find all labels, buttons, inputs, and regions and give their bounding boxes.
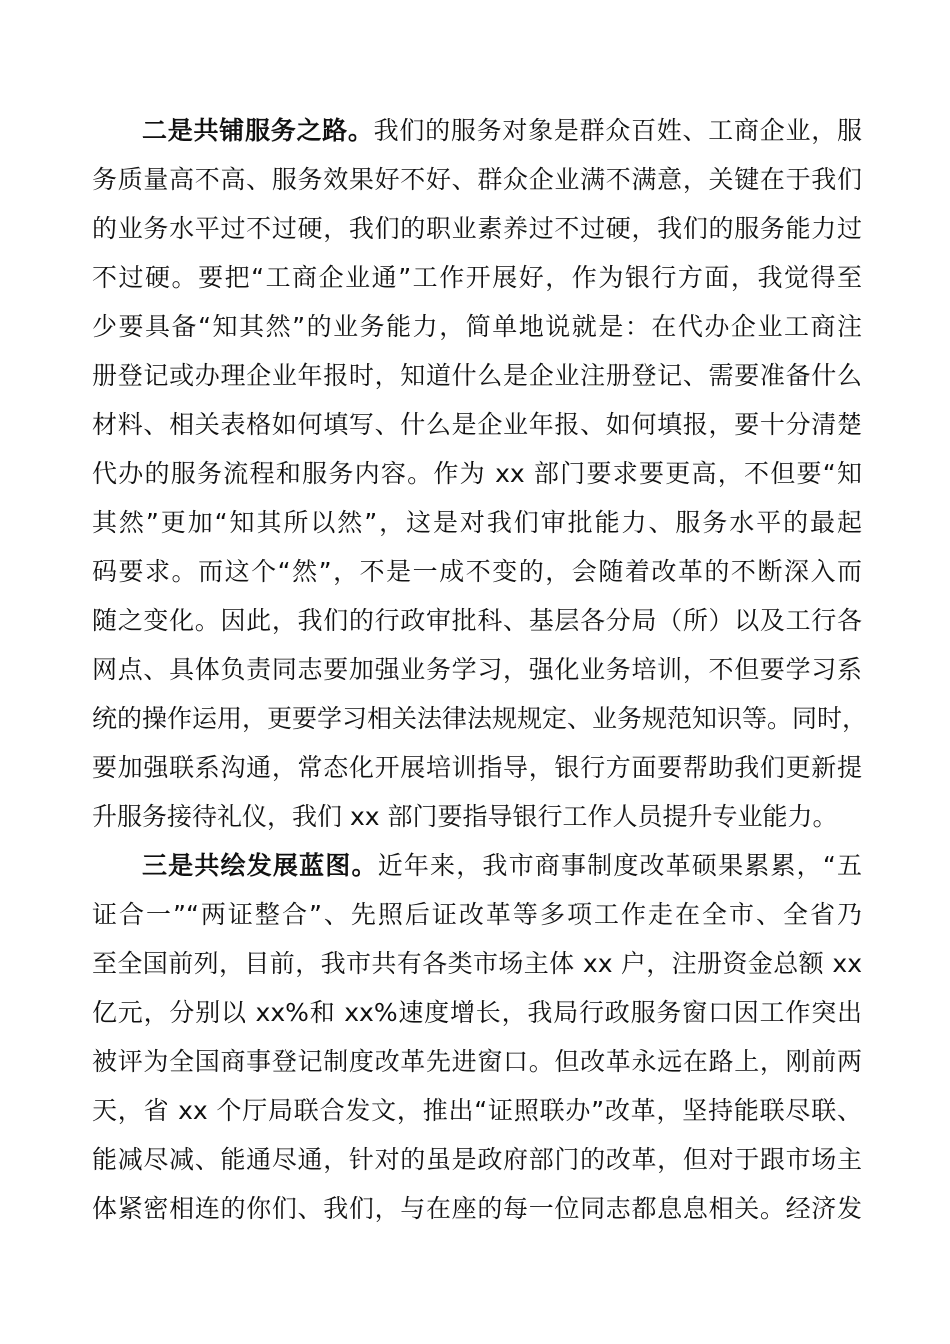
paragraph-2-line-1 <box>92 841 862 890</box>
paragraph-1-line: 统的操作运用，更要学习相关法律法规规定、业务规范知识等。同时， <box>92 704 868 733</box>
paragraph-1-line: 册登记或办理企业年报时，知道什么是企业注册登记、需要准备什么 <box>92 361 862 390</box>
paragraph-1-line: 网点、具体负责同志要加强业务学习，强化业务培训，不但要学习系 <box>92 655 862 684</box>
paragraph-1-line: 码要求。而这个“然”，不是一成不变的，会随着改革的不断深入而 <box>92 557 862 586</box>
paragraph-1-line-1 <box>92 106 862 155</box>
paragraph-1-line: 少要具备“知其然”的业务能力，简单地说就是：在代办企业工商注 <box>92 312 862 341</box>
paragraph-1-text: 我们的服务对象是群众百姓、工商企业，服 <box>373 116 862 145</box>
paragraph-1-line: 的业务水平过不过硬，我们的职业素养过不过硬，我们的服务能力过 <box>92 214 862 243</box>
paragraph-1-line: 其然”更加“知其所以然”，这是对我们审批能力、服务水平的最起 <box>92 508 862 537</box>
body-text <box>92 106 868 1233</box>
paragraph-1-line: 不过硬。要把“工商企业通”工作开展好，作为银行方面，我觉得至 <box>92 263 862 292</box>
paragraph-1-line: 升服务接待礼仪，我们 xx 部门要指导银行工作人员提升专业能力。 <box>92 802 838 831</box>
paragraph-2-line: 证合一”“两证整合”、先照后证改革等多项工作走在全市、全省乃 <box>92 900 862 929</box>
paragraph-2-line: 体紧密相连的你们、我们，与在座的每一位同志都息息相关。经济发 <box>92 1194 862 1223</box>
paragraph-2-line: 亿元，分别以 xx%和 xx%速度增长，我局行政服务窗口因工作突出 <box>92 998 862 1027</box>
paragraph-1-line: 务质量高不高、服务效果好不好、群众企业满不满意，关键在于我们 <box>92 165 862 194</box>
paragraph-2-line: 至全国前列，目前，我市共有各类市场主体 xx 户，注册资金总额 xx <box>92 949 862 978</box>
paragraph-1-line: 代办的服务流程和服务内容。作为 xx 部门要求要更高，不但要“知 <box>92 459 862 488</box>
paragraph-2-line: 被评为全国商事登记制度改革先进窗口。但改革永远在路上，刚前两 <box>92 1047 862 1076</box>
paragraph-1-heading: 二是共铺服务之路。 <box>142 116 374 145</box>
paragraph-2-heading: 三是共绘发展蓝图。 <box>142 851 378 880</box>
paragraph-2-line: 能减尽减、能通尽通，针对的虽是政府部门的改革，但对于跟市场主 <box>92 1145 862 1174</box>
paragraph-2-line: 天，省 xx 个厅局联合发文，推出“证照联办”改革，坚持能联尽联、 <box>92 1096 862 1125</box>
paragraph-1-line: 要加强联系沟通，常态化开展培训指导，银行方面要帮助我们更新提 <box>92 753 862 782</box>
paragraph-1-line: 材料、相关表格如何填写、什么是企业年报、如何填报，要十分清楚 <box>92 410 862 439</box>
paragraph-2-text: 近年来，我市商事制度改革硕果累累，“五 <box>377 851 862 880</box>
paragraph-1-line: 随之变化。因此，我们的行政审批科、基层各分局（所）以及工行各 <box>92 606 862 635</box>
